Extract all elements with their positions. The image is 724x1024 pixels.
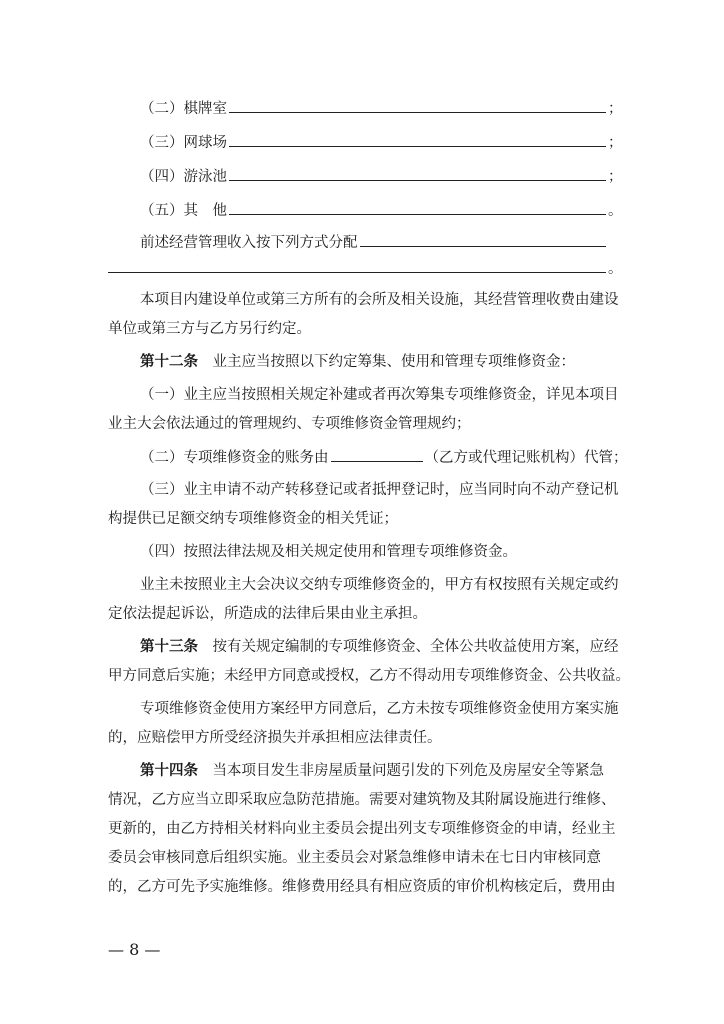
- paragraph-text: （乙方或代理记账机构）代管；: [424, 450, 628, 466]
- paragraph-line: 情况，乙方应当立即采取应急防范措施。需要对建筑物及其附属设施进行维修、: [108, 792, 616, 808]
- page-number: — 8 —: [108, 940, 161, 959]
- facility-label: （四）游泳池: [140, 169, 227, 185]
- article-text: 业主应当按照以下约定筹集、使用和管理专项维修资金：: [198, 354, 575, 370]
- paragraph-line: 甲方同意后实施；未经甲方同意或授权，乙方不得动用专项维修资金、公共收益。: [108, 668, 630, 684]
- fill-blank: [229, 132, 606, 147]
- account-custodian-row: [140, 447, 628, 468]
- paragraph-line: 的，乙方可先予实施维修。维修费用经具有相应资质的审价机构核定后，费用由: [108, 879, 616, 895]
- fill-blank: [229, 166, 606, 181]
- paragraph-line: 本项目内建设单位或第三方所有的会所及相关设施，其经营管理收费由建设: [140, 292, 619, 308]
- paragraph-line: 更新的，由乙方持相关材料向业主委员会提出列支专项维修资金的申请，经业主: [108, 821, 616, 837]
- fill-blank: [331, 447, 423, 462]
- paragraph-text: （二）专项维修资金的账务由: [140, 450, 329, 466]
- facility-label: （二）棋牌室: [140, 101, 227, 117]
- end-punctuation: ；: [608, 101, 623, 117]
- facility-label: （五）其 他: [140, 203, 227, 219]
- article-13-heading: [140, 637, 620, 657]
- end-punctuation: ；: [608, 169, 623, 185]
- paragraph-line: 专项维修资金使用方案经甲方同意后，乙方未按专项维修资金使用方案实施: [140, 701, 619, 717]
- fill-blank: [108, 258, 606, 273]
- end-punctuation: 。: [608, 261, 623, 277]
- distribution-row-continued: [108, 258, 623, 279]
- paragraph-line: （四）按照法律法规及相关规定使用和管理专项维修资金。: [140, 544, 517, 560]
- article-14-heading: [140, 761, 620, 781]
- paragraph-line: 业主未按照业主大会决议交纳专项维修资金的，甲方有权按照有关规定或约: [140, 577, 619, 593]
- paragraph-line: 委员会审核同意后组织实施。业主委员会对紧急维修申请未在七日内审核同意: [108, 850, 601, 866]
- paragraph-line: 单位或第三方与乙方另行约定。: [108, 321, 311, 337]
- article-text: 当本项目发生非房屋质量问题引发的下列危及房屋安全等紧急: [198, 763, 604, 779]
- fill-blank: [229, 200, 606, 215]
- facility-row-tennis-court: [140, 132, 623, 153]
- article-12-heading: [140, 352, 620, 372]
- article-title: 第十三条: [140, 638, 198, 655]
- article-title: 第十二条: [140, 353, 198, 370]
- paragraph-line: 业主大会依法通过的管理规约、专项维修资金管理规约；: [108, 416, 471, 432]
- paragraph-line: 的，应赔偿甲方所受经济损失并承担相应法律责任。: [108, 730, 442, 746]
- fill-blank: [360, 232, 607, 247]
- end-punctuation: ；: [608, 135, 623, 151]
- paragraph-line: 定依法提起诉讼，所造成的法律后果由业主承担。: [108, 606, 427, 622]
- distribution-label: 前述经营管理收入按下列方式分配: [140, 235, 358, 251]
- article-text: 按有关规定编制的专项维修资金、全体公共收益使用方案，应经: [198, 639, 619, 655]
- paragraph-line: （三）业主申请不动产转移登记或者抵押登记时，应当同时向不动产登记机: [140, 482, 619, 498]
- distribution-row: [140, 232, 620, 253]
- paragraph-line: （一）业主应当按照相关规定补建或者再次筹集专项维修资金，详见本项目: [140, 387, 619, 403]
- facility-row-other: [140, 200, 623, 221]
- fill-blank: [229, 98, 606, 113]
- paragraph-line: 构提供已足额交纳专项维修资金的相关凭证；: [108, 511, 398, 527]
- facility-label: （三）网球场: [140, 135, 227, 151]
- article-title: 第十四条: [140, 762, 198, 779]
- facility-row-swimming-pool: [140, 166, 623, 187]
- end-punctuation: 。: [608, 203, 623, 219]
- facility-row-chess-room: [140, 98, 623, 119]
